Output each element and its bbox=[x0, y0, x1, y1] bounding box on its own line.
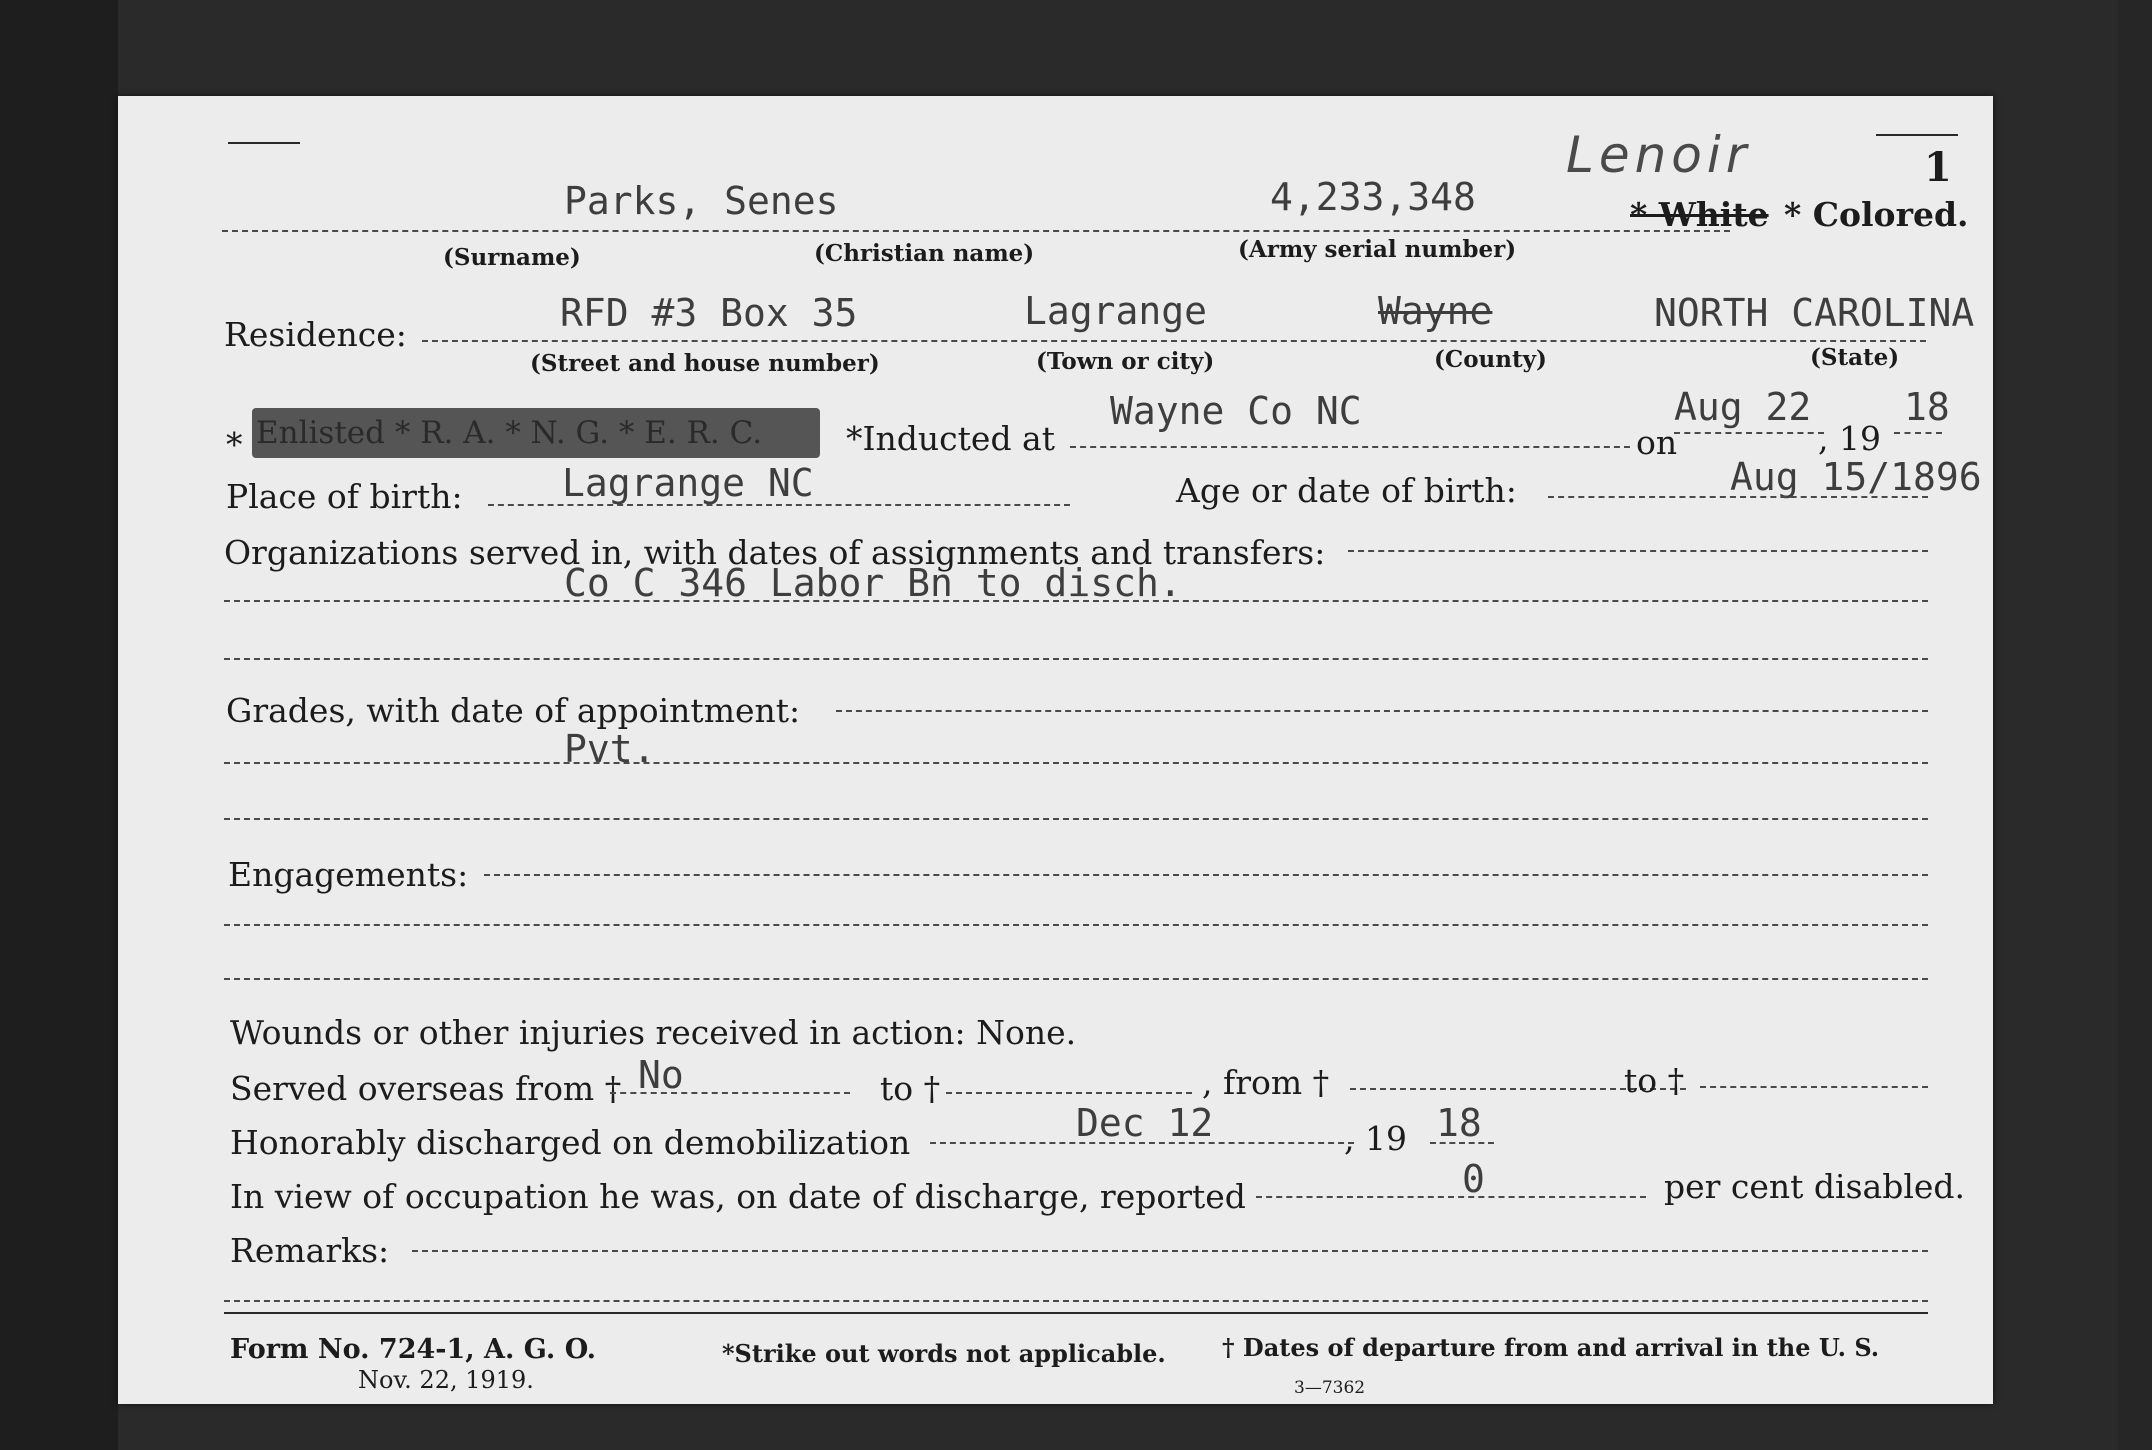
form-date: Nov. 22, 1919. bbox=[358, 1366, 534, 1394]
name-line bbox=[222, 230, 1730, 232]
state-caption: (State) bbox=[1810, 344, 1900, 371]
discharged-year-line bbox=[1430, 1142, 1494, 1144]
grades-value: Pvt. bbox=[564, 727, 656, 771]
inducted-date-line bbox=[1674, 432, 1824, 434]
overseas-to2-line bbox=[1700, 1086, 1928, 1088]
engagements-label: Engagements: bbox=[228, 855, 469, 894]
inducted-year-prefix: , 19 bbox=[1818, 419, 1881, 458]
percent-disabled-value: 0 bbox=[1462, 1157, 1485, 1201]
residence-label: Residence: bbox=[224, 315, 407, 354]
residence-line bbox=[422, 340, 1926, 342]
engagements-line-2 bbox=[224, 924, 1928, 926]
inducted-year-line bbox=[1894, 432, 1942, 434]
top-left-rule bbox=[228, 142, 300, 144]
card-number: 1 bbox=[1924, 144, 1952, 191]
street-caption: (Street and house number) bbox=[530, 350, 880, 377]
residence-state-value: NORTH CAROLINA bbox=[1654, 291, 1975, 335]
remarks-label: Remarks: bbox=[230, 1231, 390, 1270]
inducted-at-line bbox=[1070, 446, 1630, 448]
grades-line-2 bbox=[224, 762, 1928, 764]
grades-line-3 bbox=[224, 818, 1928, 820]
residence-street-value: RFD #3 Box 35 bbox=[560, 291, 858, 335]
footer-rule bbox=[224, 1312, 1928, 1314]
discharged-year-prefix: , 19 bbox=[1344, 1119, 1407, 1158]
enlisted-struck-text: Enlisted * R. A. * N. G. * E. R. C. bbox=[256, 415, 763, 451]
organizations-label: Organizations served in, with dates of assignments and transfers: bbox=[224, 533, 1326, 572]
race-white-struck: * White bbox=[1630, 195, 1769, 234]
scan-border-left bbox=[0, 0, 118, 1450]
place-of-birth-line bbox=[488, 504, 1070, 506]
grades-line-1 bbox=[836, 710, 1928, 712]
inducted-year-value: 18 bbox=[1904, 385, 1950, 429]
percent-disabled-line bbox=[1256, 1196, 1646, 1198]
grades-label: Grades, with date of appointment: bbox=[226, 691, 801, 730]
serial-caption: (Army serial number) bbox=[1238, 236, 1517, 263]
age-dob-label: Age or date of birth: bbox=[1176, 471, 1517, 510]
county-caption: (County) bbox=[1434, 346, 1547, 373]
christian-name-caption: (Christian name) bbox=[814, 240, 1035, 267]
place-of-birth-label: Place of birth: bbox=[226, 477, 463, 516]
engagements-line-3 bbox=[224, 978, 1928, 980]
enlisted-asterisk: * bbox=[226, 425, 243, 464]
remarks-line-2 bbox=[224, 1300, 1928, 1302]
overseas-from-label: Served overseas from † bbox=[230, 1069, 622, 1108]
inducted-date-value: Aug 22 bbox=[1674, 385, 1812, 429]
date-of-birth-value: Aug 15/1896 bbox=[1730, 455, 1982, 499]
surname-caption: (Surname) bbox=[443, 244, 581, 271]
overseas-to-label: to † bbox=[880, 1069, 941, 1108]
remarks-line-1 bbox=[412, 1250, 1928, 1252]
residence-county-struck: Wayne bbox=[1378, 289, 1493, 333]
overseas-to-line bbox=[946, 1092, 1192, 1094]
strike-out-note: *Strike out words not applicable. bbox=[722, 1339, 1166, 1368]
on-label: on bbox=[1636, 423, 1678, 462]
organizations-value: Co C 346 Labor Bn to disch. bbox=[564, 561, 1182, 605]
wounds-text: Wounds or other injuries received in action: None. bbox=[230, 1013, 1077, 1052]
inducted-at-value: Wayne Co NC bbox=[1110, 389, 1362, 433]
organizations-line-2 bbox=[224, 600, 1928, 602]
place-of-birth-value: Lagrange NC bbox=[562, 461, 814, 505]
inducted-at-label: *Inducted at bbox=[846, 419, 1055, 458]
organizations-line-3 bbox=[224, 658, 1928, 660]
engagements-line-1 bbox=[484, 874, 1928, 876]
enlisted-struck-block bbox=[252, 408, 820, 458]
overseas-from-value: No bbox=[638, 1053, 684, 1097]
print-code: 3—7362 bbox=[1294, 1378, 1366, 1398]
overseas-from2-label: , from † bbox=[1202, 1063, 1330, 1102]
discharged-date-value: Dec 12 bbox=[1076, 1101, 1214, 1145]
race-colored: * Colored. bbox=[1784, 195, 1969, 234]
scan-border-right bbox=[2118, 0, 2152, 1450]
discharged-date-line bbox=[930, 1142, 1354, 1144]
service-record-card bbox=[118, 96, 1993, 1404]
organizations-line-1 bbox=[1348, 550, 1928, 552]
town-caption: (Town or city) bbox=[1036, 348, 1215, 375]
residence-town-value: Lagrange bbox=[1024, 289, 1208, 333]
form-number: Form No. 724-1, A. G. O. bbox=[230, 1334, 597, 1365]
age-dob-line bbox=[1548, 496, 1928, 498]
discharged-year-value: 18 bbox=[1436, 1101, 1482, 1145]
county-handwritten-note: Lenoir bbox=[1566, 126, 1752, 184]
surname-christian-name-value: Parks, Senes bbox=[564, 179, 839, 223]
overseas-to2-label: to † bbox=[1624, 1061, 1685, 1100]
percent-disabled-label: per cent disabled. bbox=[1664, 1167, 1966, 1206]
top-right-rule bbox=[1876, 134, 1958, 136]
occupation-label: In view of occupation he was, on date of discharge, reported bbox=[230, 1177, 1246, 1216]
discharged-label: Honorably discharged on demobilization bbox=[230, 1123, 911, 1162]
dagger-note: † Dates of departure from and arrival in the U. S. bbox=[1222, 1333, 1880, 1362]
army-serial-number-value: 4,233,348 bbox=[1270, 175, 1476, 219]
overseas-from-line bbox=[610, 1092, 850, 1094]
